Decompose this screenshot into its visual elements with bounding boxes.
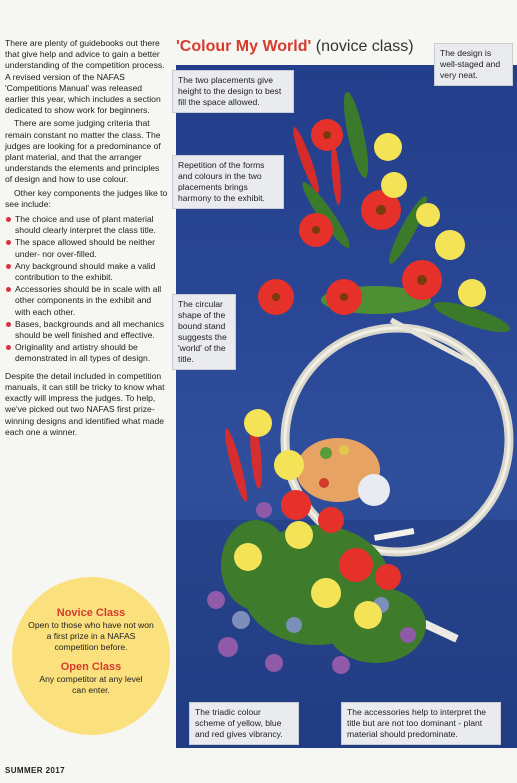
criteria-list	[5, 214, 168, 365]
bullet-icon	[6, 345, 11, 350]
list-item: Bases, backgrounds and all mechanics should be well finished and effective.	[5, 319, 168, 341]
list-item: Any background should make a valid contribution to the exhibit.	[5, 261, 168, 283]
novice-class-heading: Novice Class	[56, 607, 126, 619]
design-subtitle: (novice class)	[315, 38, 414, 55]
caption-accessories: The accessories help to interpret the title but are not too dominant - plant material should predominate.	[341, 702, 501, 745]
novice-class-text: Open to those who have not won a first prize in a NAFAS competition before.	[28, 620, 154, 652]
list-item: Originality and artistry should be demonstrated in all types of design.	[5, 342, 168, 364]
bullet-icon	[6, 240, 11, 245]
design-title: 'Colour My World'	[176, 38, 312, 55]
closing-paragraph: Despite the detail included in competition manuals, it can still be tricky to know what exactly will impress the judges. To help, we've picked out two NAFAS first prize-winning designs and identified what made each one a winner.	[5, 370, 165, 437]
open-class-text: Any competitor at any level can enter.	[39, 674, 143, 695]
list-item: The space allowed should be neither under- nor over-filled.	[5, 237, 168, 259]
caption-triadic: The triadic colour scheme of yellow, blue and red gives vibrancy.	[189, 702, 299, 745]
intro-paragraph: There are plenty of guidebooks out there that give help and advice to gain a better understanding of the competition process. A revised version of the NAFAS 'Competitions Manual' was released earlier this year, which includes a section dedicated to show work for beginners.	[5, 38, 165, 116]
article-text	[5, 38, 168, 440]
bullet-icon	[6, 322, 11, 327]
open-class-heading: Open Class	[60, 661, 122, 673]
bullet-icon	[6, 287, 11, 292]
caption-placements: The two placements give height to the design to best fill the space allowed.	[172, 70, 294, 113]
caption-staged: The design is well-staged and very neat.	[434, 43, 513, 86]
page-title	[176, 38, 414, 56]
class-info-panel	[12, 577, 170, 735]
caption-circular: The circular shape of the bound stand suggests the 'world' of the title.	[172, 294, 236, 370]
bullet-icon	[6, 264, 11, 269]
components-paragraph: Other key components the judges like to see include:	[5, 187, 168, 209]
criteria-paragraph: There are some judging criteria that remain constant no matter the class. The judges are looking for a predominance of plant material, and that the arranger understands the elements and principles of design and how to use colour.	[5, 118, 161, 185]
footer-issue: SUMMER 2017	[5, 766, 65, 775]
list-item: Accessories should be in scale with all other components in the exhibit and with each other.	[5, 284, 168, 318]
caption-repetition: Repetition of the forms and colours in the two placements brings harmony to the exhibit.	[172, 155, 284, 209]
bullet-icon	[6, 217, 11, 222]
list-item: The choice and use of plant material should clearly interpret the class title.	[5, 214, 168, 236]
